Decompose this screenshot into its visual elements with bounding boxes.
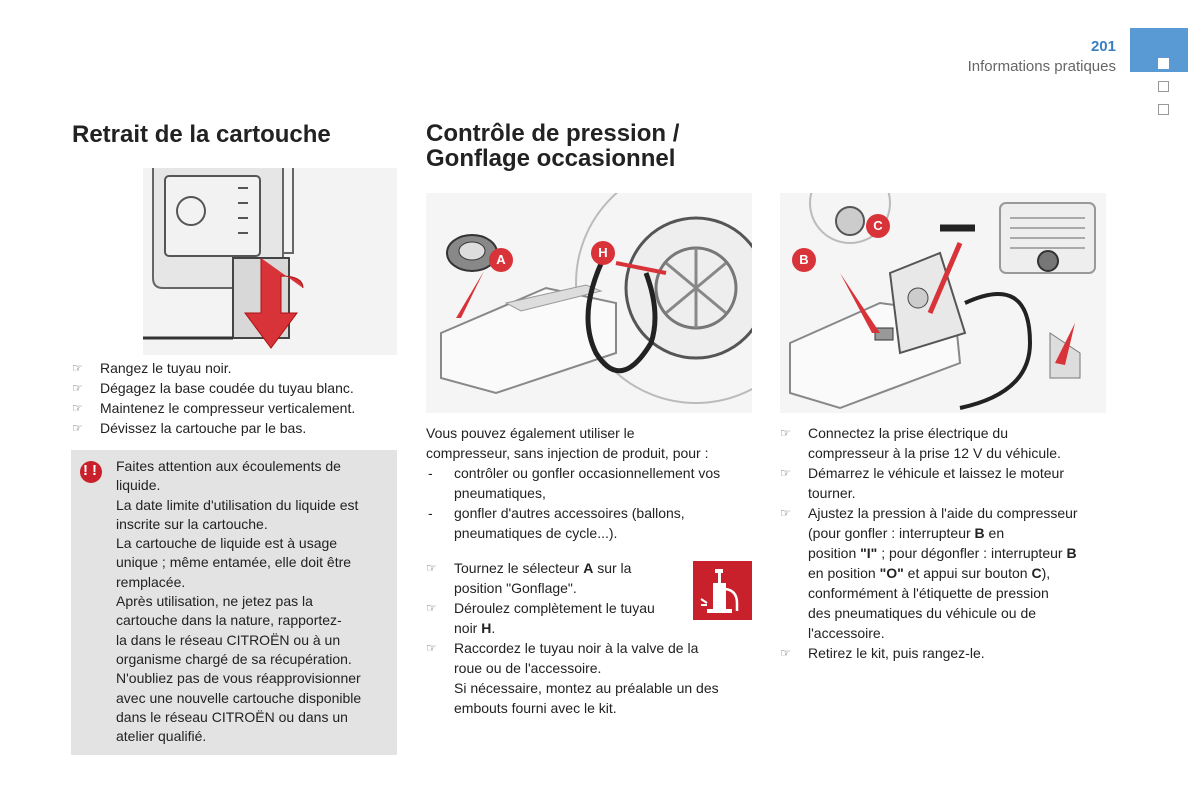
list-item: ☞ Déroulez complètement le tuyau noir H. (426, 600, 655, 636)
list-item: ☞ Connectez la prise électrique du compresseur à la prise 12 V du véhicule. (780, 425, 1061, 461)
tab-square-active (1158, 58, 1169, 69)
tab-square (1158, 104, 1169, 115)
label-h: H (591, 241, 615, 265)
list-item: ☞ Dévissez la cartouche par le bas. (72, 420, 307, 436)
intro-paragraph: Vous pouvez également utiliser le compresseur, sans injection de produit, pour : (426, 425, 709, 461)
bullet-icon: ☞ (72, 401, 83, 415)
label-b: B (792, 248, 816, 272)
bullet-icon: ☞ (780, 426, 791, 440)
label-c: C (866, 214, 890, 238)
cartridge-steps (72, 358, 392, 438)
section-title: Informations pratiques (967, 58, 1116, 75)
bullet-icon: ☞ (780, 466, 791, 480)
list-item: ☞ Démarrez le véhicule et laissez le moteur tourner. (780, 465, 1064, 501)
list-item: - gonfler d'autres accessoires (ballons, pneumatiques de cycle...). (428, 505, 685, 541)
compressor-illustration (426, 193, 752, 413)
warning-text: Faites attention aux écoulements de liquide. La date limite d'utilisation du liquide est inscrite sur la cartouche. La cartouche de liquide est à usage unique ; même entamée, elle doit être remplacée. Après utilisation, ne jetez pas la cartouche dans la nature, rapportez- la dans le réseau CITROËN ou à un organisme chargé de sa récupération. N'oubliez pas de vous réapprovisionner avec une nouvelle cartouche disponible dans le réseau CITROËN ou dans un atelier qualifié. (116, 458, 362, 745)
usage-list (426, 463, 756, 543)
cartridge-illustration (143, 168, 397, 355)
bullet-icon: ☞ (72, 361, 83, 375)
label-a: A (489, 248, 513, 272)
list-item: ☞ Dégagez la base coudée du tuyau blanc. (72, 380, 354, 396)
bullet-icon: ☞ (780, 646, 791, 660)
chapter-tab (1130, 28, 1188, 72)
middle-title: Contrôle de pression / Gonflage occasionnel (426, 120, 680, 172)
connection-steps (780, 423, 1120, 663)
list-item: ☞ Raccordez le tuyau noir à la valve de la roue ou de l'accessoire. Si nécessaire, montez au préalable un des embouts fourni avec le kit. (426, 640, 719, 716)
list-item: ☞ Tournez le sélecteur A sur la position "Gonflage". (426, 560, 632, 596)
tab-square (1158, 81, 1169, 92)
list-item: ☞ Ajustez la pression à l'aide du compresseur (pour gonfler : interrupteur B en position "I" ; pour dégonfler : interrupteur B en position "O" et appui sur bouton C), conformément à l'étiquette de pression des pneumatiques du véhicule ou de l'accessoire. (780, 505, 1078, 641)
dashboard-illustration (780, 193, 1106, 413)
list-item: - contrôler ou gonfler occasionnellement vos pneumatiques, (428, 465, 721, 501)
list-item: ☞ Rangez le tuyau noir. (72, 360, 232, 376)
left-title: Retrait de la cartouche (72, 121, 331, 148)
bullet-icon: ☞ (72, 421, 83, 435)
list-item: ☞ Maintenez le compresseur verticalement. (72, 400, 356, 416)
bullet-icon: ☞ (426, 561, 437, 575)
bullet-icon: ☞ (72, 381, 83, 395)
page-number: 201 (1090, 38, 1116, 55)
bullet-icon: ☞ (426, 601, 437, 615)
list-item: ☞ Retirez le kit, puis rangez-le. (780, 645, 985, 661)
tire-pump-icon (693, 561, 752, 620)
bullet-icon: ☞ (780, 506, 791, 520)
exclamation-warning-icon: ! ! (80, 461, 102, 483)
bullet-icon: ☞ (426, 641, 437, 655)
